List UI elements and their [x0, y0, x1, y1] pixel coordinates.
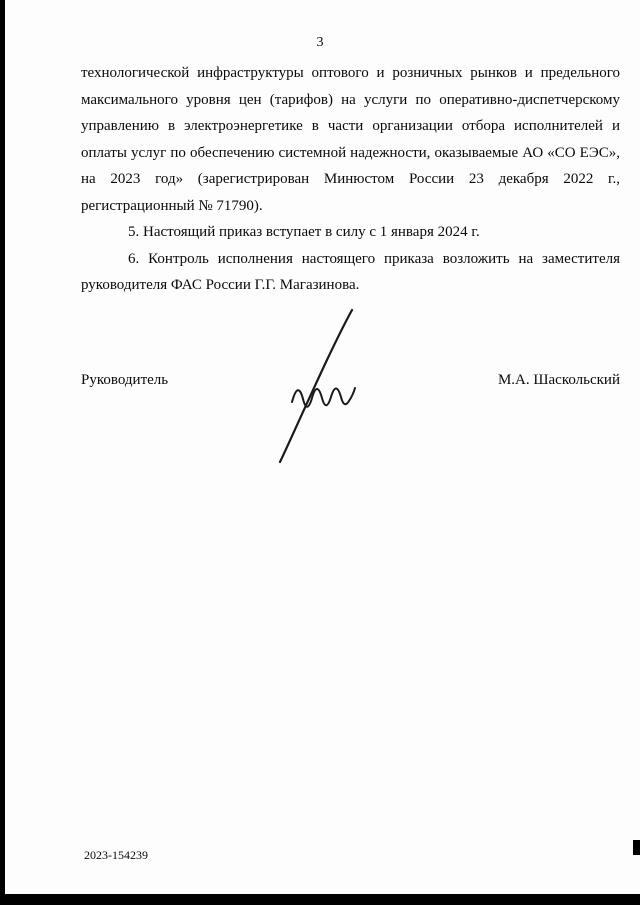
signature-row — [81, 372, 620, 389]
order-item-6: 6. Контроль исполнения настоящего приказа возложить на заместителя руководителя ФАС России Г.Г. Магазинова. — [81, 250, 620, 293]
scan-left-border — [0, 0, 5, 905]
document-code: 2023-154239 — [84, 848, 148, 862]
scan-bottom-border — [0, 894, 640, 905]
document-body — [81, 60, 620, 299]
order-item-5: 5. Настоящий приказ вступает в силу с 1 января 2024 г. — [128, 224, 480, 240]
signatory-name: М.А. Шаскольский — [497, 372, 620, 388]
body-paragraph: технологической инфраструктуры оптового и розничных рынков и предельного максимального уровня цен (тарифов) на услуги по оперативно-диспетчерскому управлению в электроэнергетике в части организации отбора исполнителей и оплаты услуг по обеспечению системной надежности, оказываемые АО «СО ЕЭС», на 2023 год» (зарегистрирован Минюстом России 23 декабря 2022 г., регистрационный № 71790). — [81, 65, 620, 214]
page-number: 3 — [316, 35, 324, 50]
scan-right-edge-mark — [633, 840, 640, 855]
signatory-title: Руководитель — [81, 372, 169, 388]
